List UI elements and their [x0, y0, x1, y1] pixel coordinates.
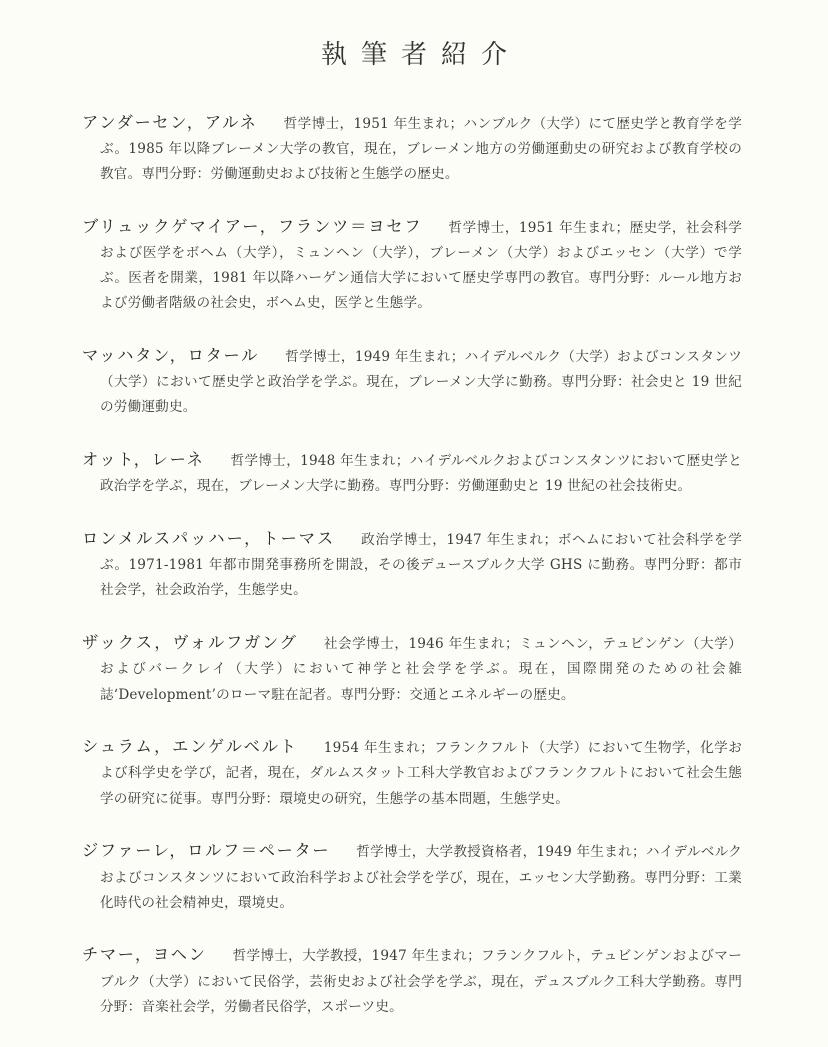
contributor-name: ロンメルスパッハー，トーマス: [82, 529, 336, 549]
contributor-entry: [82, 838, 742, 916]
contributor-bio: 社会学博士，1946 年生まれ；ミュンヘン，テュビンゲン（大学）およびバークレイ（大学）において神学と社会学を学ぶ。現在，国際開発のための社会雑誌‘Development’のローマ駐在記者。専門分野：交通とエネルギーの歴史。: [100, 636, 742, 703]
contributor-entry: [82, 343, 742, 421]
contributor-name: マッハタン，ロタール: [82, 346, 260, 366]
contributor-bio: 哲学博士，1948 年生まれ；ハイデルベルクおよびコンスタンツにおいて歴史学と政治学を学ぶ，現在，ブレーメン大学に勤務。専門分野：労働運動史と 19 世紀の社会技術史。: [100, 453, 742, 495]
contributor-bio: 政治学博士，1947 年生まれ；ボヘムにおいて社会科学を学ぶ。1971-1981 年都市開発事務所を開設，その後デュースブルク大学 GHS に勤務。専門分野：都市社会学，社会政治学，生態学史。: [100, 532, 743, 599]
contributor-entry: [82, 526, 742, 604]
contributor-name: アンダーセン，アルネ: [82, 112, 258, 132]
contributor-bio: 哲学博士，大学教授，1947 年生まれ；フランクフルト，テュビンゲンおよびマーブルク（大学）において民俗学，芸術史および社会学を学ぶ，現在，デュスブルク工科大学勤務。専門分野：音楽社会学，労働者民俗学，スポーツ史。: [100, 948, 742, 1015]
contributor-entry: [82, 630, 742, 708]
contributor-entry: [82, 214, 742, 317]
contributor-list: [82, 96, 742, 1047]
contributor-bio: 哲学博士，1951 年生まれ；歴史学，社会科学および医学をボヘム（大学），ミュンヘン（大学），ブレーメン（大学）およびエッセン（大学）で学ぶ。医者を開業，1981 年以降ハーゲン通信大学において歴史学専門の教官。専門分野：ルール地方および労働者階級の社会史，ボヘム史，医学と生態学。: [100, 219, 742, 312]
contributor-entry: [82, 942, 742, 1020]
contributor-name: シュラム，エンゲルベルト: [82, 737, 298, 757]
contributor-name: ブリュックゲマイアー，フランツ＝ヨセフ: [82, 216, 423, 236]
contributor-name: ジファーレ，ロルフ＝ペーター: [82, 841, 331, 861]
contributor-bio: 1954 年生まれ；フランクフルト（大学）において生物学，化学および科学史を学び，記者，現在，ダルムスタット工科大学教官およびフランクフルトにおいて社会生態学の研究に従事。専門分野：環境史の研究，生態学の基本問題，生態学史。: [100, 740, 742, 807]
contributor-name: ザックス，ヴォルフガング: [82, 633, 298, 653]
contributor-bio: 哲学博士，1951 年生まれ；ハンブルク（大学）にて歴史学と教育学を学ぶ。1985 年以降ブレーメン大学の教官，現在，ブレーメン地方の労働運動史の研究および教育学校の教官。専門分野：労働運動史および技術と生態学の歴史。: [100, 115, 742, 182]
contributor-name: オット，レーネ: [82, 450, 205, 470]
page-title: 執筆者紹介: [320, 40, 521, 70]
contributor-bio: 哲学博士，1949 年生まれ；ハイデルベルク（大学）およびコンスタンツ（大学）において歴史学と政治学を学ぶ。現在，ブレーメン大学に勤務。専門分野：社会史と 19 世紀の労働運動史。: [100, 349, 743, 416]
contributor-entry: [82, 110, 742, 188]
contributor-bio: 哲学博士，大学教授資格者，1949 年生まれ；ハイデルベルクおよびコンスタンツにおいて政治科学および社会学を学び，現在，エッセン大学勤務。専門分野：工業化時代の社会精神史，環境史。: [100, 844, 742, 911]
contributor-entry: [82, 734, 742, 812]
contributor-entry: [82, 447, 742, 499]
contributor-name: チマー，ヨヘン: [82, 945, 207, 965]
